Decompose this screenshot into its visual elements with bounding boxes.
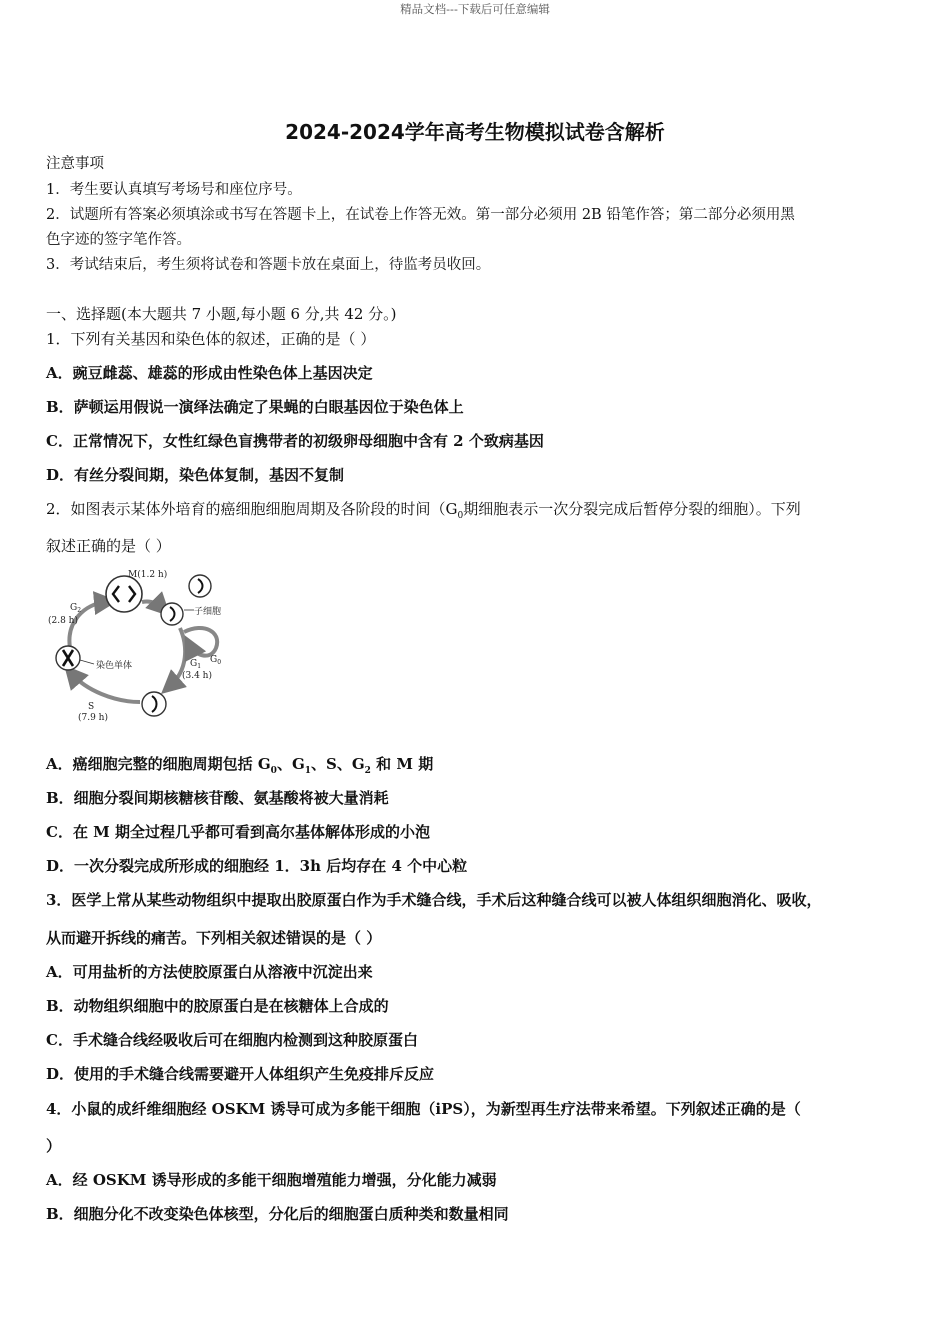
- question-3-option-b: B．动物组织细胞中的胶原蛋白是在核糖体上合成的: [46, 997, 389, 1015]
- question-1-stem: 1．下列有关基因和染色体的叙述，正确的是（ ）: [46, 330, 376, 348]
- notice-item: 色字迹的签字笔作答。: [46, 232, 191, 248]
- daughter-cell-label: 子细胞: [194, 607, 222, 617]
- chromatid-label: 染色单体: [96, 661, 133, 671]
- notice-heading: 注意事项: [46, 156, 104, 172]
- question-2-option-d: D．一次分裂完成所形成的细胞经 1．3h 后均存在 4 个中心粒: [46, 857, 468, 875]
- chromatid-cell: [56, 646, 80, 670]
- question-1-option-c: C．正常情况下，女性红绿色盲携带者的初级卵母细胞中含有 2 个致病基因: [46, 432, 544, 450]
- question-3-option-a: A．可用盐析的方法使胶原蛋白从溶液中沉淀出来: [46, 963, 373, 981]
- question-2-option-b: B．细胞分裂间期核糖核苷酸、氨基酸将被大量消耗: [46, 789, 389, 807]
- question-4-option-a: A．经 OSKM 诱导形成的多能干细胞增殖能力增强，分化能力减弱: [46, 1171, 497, 1189]
- question-1-option-a: A．豌豆雌蕊、雄蕊的形成由性染色体上基因决定: [46, 364, 373, 382]
- g1-label: $G_1$: [190, 659, 202, 670]
- m-phase-label: M(1.2 h): [128, 570, 168, 580]
- page-title: 2024-2024学年高考生物模拟试卷含解析: [285, 120, 665, 144]
- question-1-option-d: D．有丝分裂间期，染色体复制，基因不复制: [46, 466, 345, 484]
- question-1-option-b: B．萨顿运用假说一演绎法确定了果蝇的白眼基因位于染色体上: [46, 398, 464, 416]
- header-note: 精品文档---下载后可任意编辑: [400, 2, 550, 16]
- question-2-stem-line2: 叙述正确的是（ ）: [46, 537, 171, 555]
- s-phase-label: S: [88, 702, 95, 712]
- daughter-cell-top: [189, 575, 211, 597]
- question-2-option-a: A．癌细胞完整的细胞周期包括 $G_0$、$G_1$、S、$G_2$ 和 M 期: [46, 755, 434, 776]
- notice-item: 1．考生要认真填写考场号和座位序号。: [46, 182, 302, 198]
- g1-time-label: (3.4 h): [182, 671, 212, 681]
- m-phase-cell: [106, 576, 142, 612]
- cell-cycle-diagram: [44, 562, 234, 726]
- daughter-cell-bottom: [161, 603, 183, 625]
- section-heading: 一、选择题(本大题共 7 小题,每小题 6 分,共 42 分。): [46, 305, 397, 323]
- question-3-option-c: C．手术缝合线经吸收后可在细胞内检测到这种胶原蛋白: [46, 1031, 418, 1049]
- question-3-stem: 3．医学上常从某些动物组织中提取出胶原蛋白作为手术缝合线，手术后这种缝合线可以被人体组织细胞消化、吸收，: [46, 891, 822, 909]
- s-time-label: (7.9 h): [78, 713, 108, 723]
- question-4-option-b: B．细胞分化不改变染色体核型，分化后的细胞蛋白质种类和数量相同: [46, 1205, 509, 1223]
- question-2-stem: 2．如图表示某体外培育的癌细胞细胞周期及各阶段的时间（$G_0$期细胞表示一次分裂完成后暂停分裂的细胞）。下列: [46, 500, 801, 521]
- g2-time-label: (2.8 h): [48, 616, 78, 626]
- question-3-option-d: D．使用的手术缝合线需要避开人体组织产生免疫排斥反应: [46, 1065, 435, 1083]
- g0-label: $G_0$: [210, 655, 222, 666]
- question-3-stem-line2: 从而避开拆线的痛苦。下列相关叙述错误的是（ ）: [46, 929, 382, 947]
- g2-label: $G_2$: [70, 603, 82, 614]
- question-4-stem-line2: ）: [46, 1137, 62, 1155]
- question-2-option-c: C．在 M 期全过程几乎都可看到高尔基体解体形成的小泡: [46, 823, 430, 841]
- notice-item: 3．考试结束后，考生须将试卷和答题卡放在桌面上，待监考员收回。: [46, 257, 491, 273]
- question-4-stem: 4．小鼠的成纤维细胞经 OSKM 诱导可成为多能干细胞（iPS），为新型再生疗法带来希望。下列叙述正确的是（: [46, 1100, 801, 1118]
- s-phase-cell: [142, 692, 166, 716]
- notice-item: 2．试题所有答案必须填涂或书写在答题卡上，在试卷上作答无效。第一部分必须用 2B 铅笔作答；第二部分必须用黑: [46, 207, 795, 223]
